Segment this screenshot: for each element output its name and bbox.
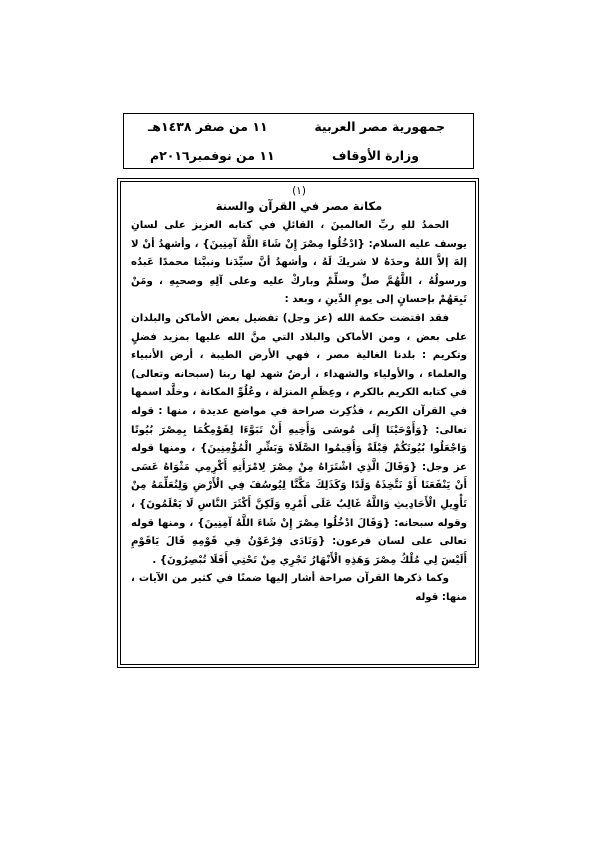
- ministry-name: وزارة الأوقاف: [332, 148, 419, 163]
- section-title: مكانة مصر في القرآن والسنة: [215, 199, 383, 213]
- sermon-content-box: [120, 181, 476, 665]
- paragraph-body: فقد اقتضت حكمة الله (عز وجل) تفضيل بعض الأماكن والبلدان على بعض ، ومن الأماكن والبلاد التي منَّ الله عليها بمزيد فضلٍ وتكريم : بلدنا الغالية مصر ، فهي الأرض الطيبة ، أرض الأنبياء والعلماء ، والأولياء والشهداء ، أرضٌ شهد لها ربنا (سبحانه وتعالى) في كتابه الكريم بالكرم ، وعِظَمِ المنزلة ، وعُلُوِّ المكانة ، وخلَّد اسمها في القرآن الكريم ، فذُكِرت صراحة في مواضع عديدة ، منها : قوله تعالى: {وَأَوْحَيْنَا إِلَى مُوسَى وَأَخِيهِ أَنْ تَبَوَّءَا لِقَوْمِكُمَا بِمِصْرَ بُيُوتًا وَاجْعَلُوا بُيُوتَكُمْ قِبْلَةً وَأَقِيمُوا الصَّلَاةَ وَبَشِّرِ الْمُؤْمِنِينَ} ، ومنها قوله عز وجل: {وَقَالَ الَّذِي اشْتَرَاهُ مِنْ مِصْرَ لِامْرَأَتِهِ أَكْرِمِي مَثْوَاهُ عَسَى أَنْ يَنْفَعَنَا أَوْ نَتَّخِذَهُ وَلَدًا وَكَذَلِكَ مَكَّنَّا لِيُوسُفَ فِي الْأَرْضِ وَلِنُعَلِّمَهُ مِنْ تَأْوِيلِ الْأَحَادِيثِ وَاللَّهُ غَالِبٌ عَلَى أَمْرِهِ وَلَكِنَّ أَكْثَرَ النَّاسِ لَا يَعْلَمُونَ} ، وقوله سبحانه: {وَقَالَ ادْخُلُوا مِصْرَ إِنْ شَاءَ اللَّهُ آمِنِينَ} ، ومنها قوله تعالى على لسان فرعون: {وَنَادَى فِرْعَوْنُ فِي قَوْمِهِ قَالَ يَاقَوْمِ أَلَيْسَ لِي مُلْكُ مِصْرَ وَهَذِهِ الْأَنْهَارُ تَجْرِي مِنْ تَحْتِي أَفَلَا تُبْصِرُونَ} .: [131, 312, 467, 566]
- paragraph-continuation: وكما ذكرها القرآن صراحة أشار إليها ضمنًا في كثير من الآيات ، منها: قوله: [131, 573, 467, 603]
- country-name: جمهورية مصر العربية: [314, 119, 445, 134]
- sermon-content: [131, 184, 467, 607]
- section-number: (١): [292, 185, 306, 197]
- hijri-date: ١١ من صفر ١٤٣٨هـ: [148, 119, 268, 134]
- gregorian-date: ١١ من نوفمبر٢٠١٦م: [150, 148, 275, 163]
- header-box: [123, 113, 474, 169]
- paragraph-opening: الحمدُ للهِ ربِّ العالمينَ ، القائلِ في كتابه العزيز على لسانِ يوسف عليه السلام: {ادْخُلُوا مِصْرَ إِنْ شَاءَ اللَّهُ آمِنِينَ} ، وأشهدُ أنْ لا إلهَ إلاَّ اللهُ وحدَهُ لا شريكَ لَهُ ، وأشهدُ أنَّ سيِّدَنا ونبيَّنا محمدًا عَبدُه ورسولُهُ ، اللَّهُمَّ صلِّ وسلِّمْ وباركْ عليه وعلى آلِهِ وصحبِهِ ، ومَنْ تَبِعَهُمْ بإحسانٍ إلى يومِ الدِّينِ ، وبعد :: [131, 220, 467, 306]
